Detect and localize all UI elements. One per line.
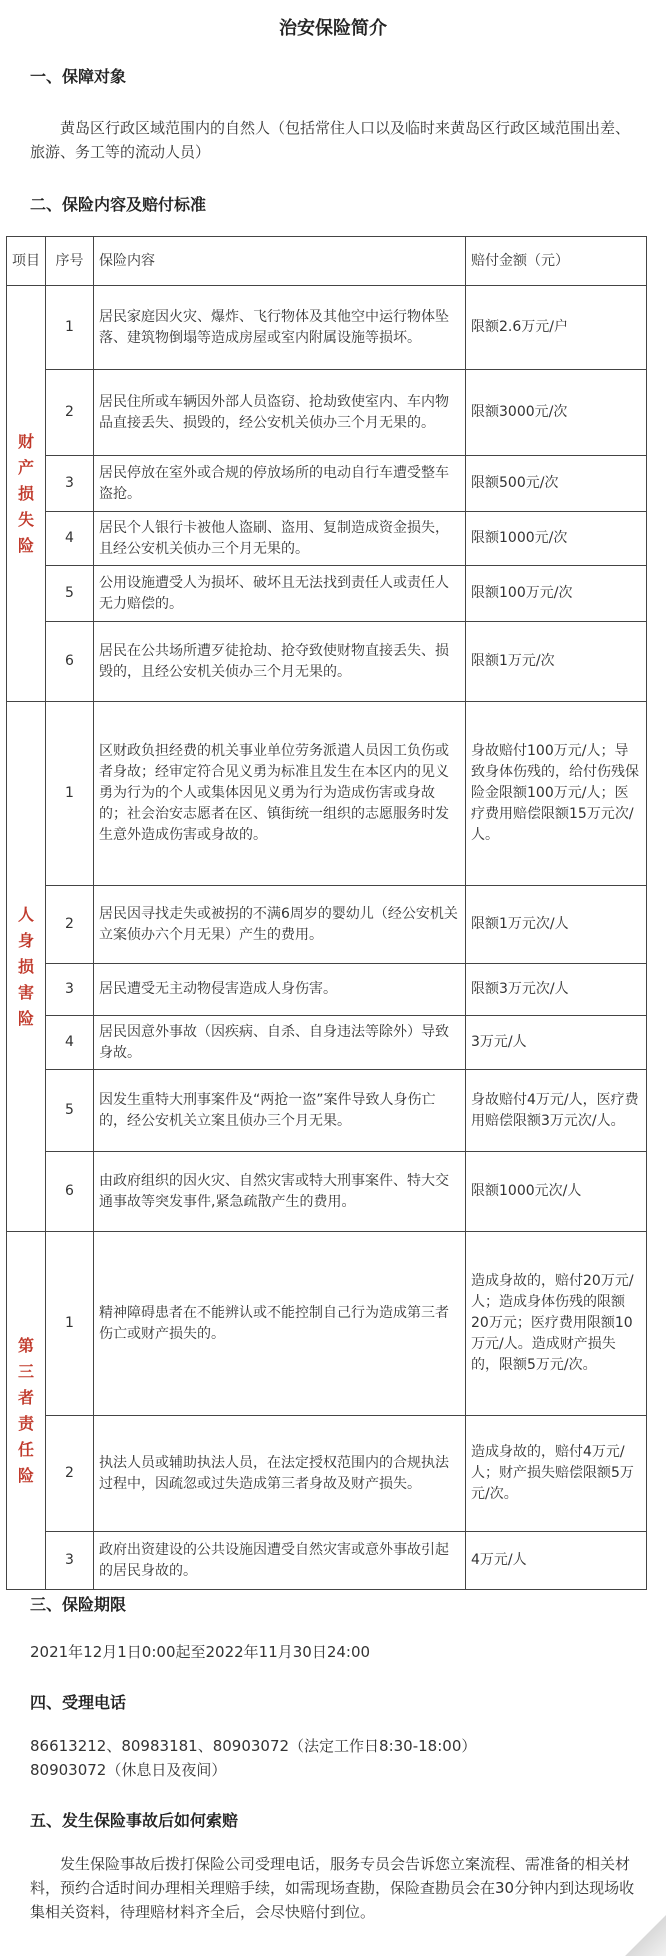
row-content: 精神障碍患者在不能辨认或不能控制自己行为造成第三者伤亡或财产损失的。 bbox=[94, 1232, 466, 1416]
row-amount: 造成身故的，赔付4万元/人；财产损失赔偿限额5万元/次。 bbox=[466, 1416, 647, 1532]
page-curl-decoration bbox=[620, 1910, 666, 1956]
phone-line-2: 80903072（休息日及夜间） bbox=[30, 1761, 227, 1779]
row-content: 公用设施遭受人为损坏、破坏且无法找到责任人或责任人无力赔偿的。 bbox=[94, 566, 466, 622]
row-seq: 5 bbox=[46, 1070, 94, 1152]
table-row bbox=[7, 512, 647, 566]
row-seq: 4 bbox=[46, 1016, 94, 1070]
table-row bbox=[7, 702, 647, 886]
row-amount: 身故赔付100万元/人；导致身体伤残的，给付伤残保险金限额100万元/人；医疗费用赔偿限额15万元次/人。 bbox=[466, 702, 647, 886]
row-content: 由政府组织的因火灾、自然灾害或特大刑事案件、特大交通事故等突发事件,紧急疏散产生的费用。 bbox=[94, 1152, 466, 1232]
row-amount: 3万元/人 bbox=[466, 1016, 647, 1070]
table-row bbox=[7, 370, 647, 456]
row-amount: 限额2.6万元/户 bbox=[466, 286, 647, 370]
row-seq: 2 bbox=[46, 1416, 94, 1532]
row-seq: 5 bbox=[46, 566, 94, 622]
row-amount: 限额100万元/次 bbox=[466, 566, 647, 622]
page-title: 治安保险简介 bbox=[279, 18, 387, 39]
row-seq: 2 bbox=[46, 886, 94, 964]
row-content: 因发生重特大刑事案件及“两抢一盗”案件导致人身伤亡的，经公安机关立案且侦办三个月无果。 bbox=[94, 1070, 466, 1152]
row-amount: 限额1万元/次 bbox=[466, 622, 647, 702]
row-amount: 限额500元/次 bbox=[466, 456, 647, 512]
section-1-heading: 一、保障对象 bbox=[30, 67, 127, 86]
row-content: 执法人员或辅助执法人员，在法定授权范围内的合规执法过程中，因疏忽或过失造成第三者身故及财产损失。 bbox=[94, 1416, 466, 1532]
table-row bbox=[7, 1152, 647, 1232]
row-seq: 6 bbox=[46, 622, 94, 702]
table-row bbox=[7, 1416, 647, 1532]
row-amount: 造成身故的，赔付20万元/人；造成身体伤残的限额20万元；医疗费用限额10万元/人。造成财产损失的，限额5万元/次。 bbox=[466, 1232, 647, 1416]
section-3-text: 2021年12月1日0:00起至2022年11月30日24:00 bbox=[30, 1643, 371, 1661]
insurance-table bbox=[6, 236, 647, 1590]
header-item: 项目 bbox=[7, 237, 46, 286]
row-amount: 限额1000元/次 bbox=[466, 512, 647, 566]
row-seq: 3 bbox=[46, 456, 94, 512]
category-personal: 人身损害险 bbox=[7, 702, 46, 1232]
row-seq: 1 bbox=[46, 286, 94, 370]
header-content: 保险内容 bbox=[94, 237, 466, 286]
table-row bbox=[7, 566, 647, 622]
category-property: 财产损失险 bbox=[7, 286, 46, 702]
table-row bbox=[7, 964, 647, 1016]
table-row bbox=[7, 1016, 647, 1070]
row-amount: 4万元/人 bbox=[466, 1532, 647, 1590]
row-seq: 6 bbox=[46, 1152, 94, 1232]
row-seq: 4 bbox=[46, 512, 94, 566]
row-seq: 3 bbox=[46, 964, 94, 1016]
section-4-heading: 四、受理电话 bbox=[30, 1693, 127, 1712]
table-row bbox=[7, 886, 647, 964]
row-content: 居民个人银行卡被他人盗刷、盗用、复制造成资金损失，且经公安机关侦办三个月无果的。 bbox=[94, 512, 466, 566]
row-seq: 1 bbox=[46, 1232, 94, 1416]
row-seq: 2 bbox=[46, 370, 94, 456]
table-row bbox=[7, 286, 647, 370]
row-amount: 限额3000元/次 bbox=[466, 370, 647, 456]
row-amount: 限额1000元次/人 bbox=[466, 1152, 647, 1232]
section-1-text: 黄岛区行政区域范围内的自然人（包括常住人口以及临时来黄岛区行政区域范围出差、旅游、务工等的流动人员） bbox=[30, 119, 631, 161]
row-content: 居民因寻找走失或被拐的不满6周岁的婴幼儿（经公安机关立案侦办六个月无果）产生的费用。 bbox=[94, 886, 466, 964]
table-row bbox=[7, 1232, 647, 1416]
row-content: 居民停放在室外或合规的停放场所的电动自行车遭受整车盗抢。 bbox=[94, 456, 466, 512]
table-header-row bbox=[7, 237, 647, 286]
table-row bbox=[7, 456, 647, 512]
section-3-heading: 三、保险期限 bbox=[30, 1595, 127, 1614]
table-row bbox=[7, 1532, 647, 1590]
row-amount: 身故赔付4万元/人，医疗费用赔偿限额3万元次/人。 bbox=[466, 1070, 647, 1152]
row-content: 居民家庭因火灾、爆炸、飞行物体及其他空中运行物体坠落、建筑物倒塌等造成房屋或室内附属设施等损坏。 bbox=[94, 286, 466, 370]
row-seq: 1 bbox=[46, 702, 94, 886]
row-content: 居民遭受无主动物侵害造成人身伤害。 bbox=[94, 964, 466, 1016]
row-content: 居民因意外事故（因疾病、自杀、自身违法等除外）导致身故。 bbox=[94, 1016, 466, 1070]
row-content: 政府出资建设的公共设施因遭受自然灾害或意外事故引起的居民身故的。 bbox=[94, 1532, 466, 1590]
category-third-party: 第三者责任险 bbox=[7, 1232, 46, 1590]
header-seq: 序号 bbox=[46, 237, 94, 286]
row-content: 居民住所或车辆因外部人员盗窃、抢劫致使室内、车内物品直接丢失、损毁的，经公安机关侦办三个月无果的。 bbox=[94, 370, 466, 456]
section-2-heading: 二、保险内容及赔付标准 bbox=[30, 195, 207, 214]
row-content: 居民在公共场所遭歹徒抢劫、抢夺致使财物直接丢失、损毁的，且经公安机关侦办三个月无果的。 bbox=[94, 622, 466, 702]
phone-line-1: 86613212、80983181、80903072（法定工作日8:30-18:00） bbox=[30, 1737, 477, 1755]
table-row bbox=[7, 1070, 647, 1152]
row-content: 区财政负担经费的机关事业单位劳务派遣人员因工负伤或者身故；经审定符合见义勇为标准且发生在本区内的见义勇为行为的个人或集体因见义勇为行为造成伤害或身故的；社会治安志愿者在区、镇街统一组织的志愿服务时发生意外造成伤害或身故的。 bbox=[94, 702, 466, 886]
row-amount: 限额3万元次/人 bbox=[466, 964, 647, 1016]
table-row bbox=[7, 622, 647, 702]
row-seq: 3 bbox=[46, 1532, 94, 1590]
row-amount: 限额1万元次/人 bbox=[466, 886, 647, 964]
header-amount: 赔付金额（元） bbox=[466, 237, 647, 286]
section-5-heading: 五、发生保险事故后如何索赔 bbox=[30, 1811, 239, 1830]
section-5-text: 发生保险事故后拨打保险公司受理电话，服务专员会告诉您立案流程、需准备的相关材料，预约合适时间办理相关理赔手续，如需现场查勘，保险查勘员会在30分钟内到达现场收集相关资料，待理赔材料齐全后，会尽快赔付到位。 bbox=[30, 1855, 635, 1921]
